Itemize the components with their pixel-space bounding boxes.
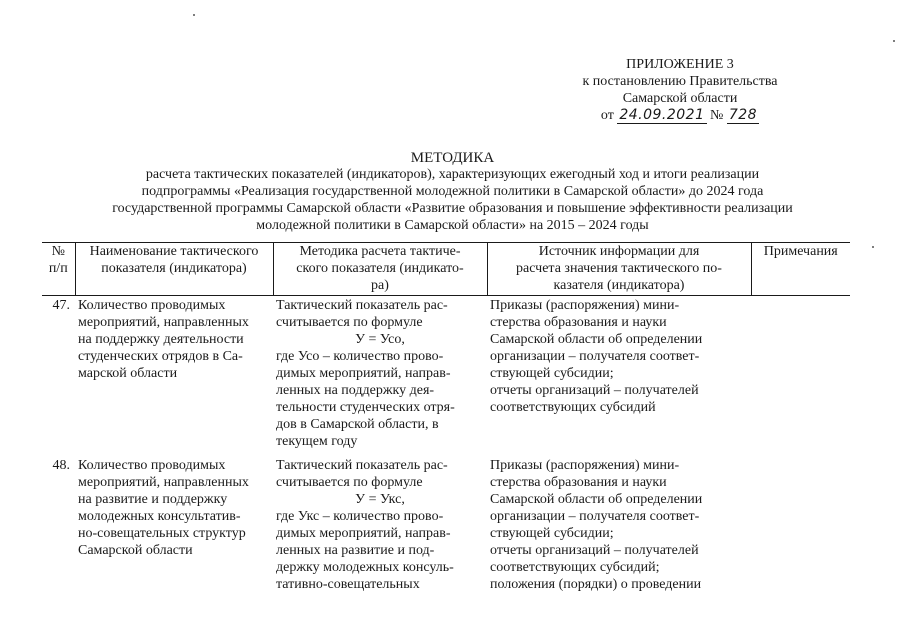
information-source: Приказы (распоряжения) мини- стерства образования и науки Самарской области об определении организации – получателя соответ- ствующей субсидии; отчеты организаций – получателей соответствующих субсидий: [490, 298, 703, 415]
header-method: Методика расчета тактиче- ского показателя (индикато- ра): [273, 243, 487, 296]
handwritten-number: 728: [728, 107, 758, 123]
subtitle-line: молодежной политики в Самарской области» на 2015 – 2024 годы: [256, 218, 649, 233]
formula: У = Укс,: [355, 492, 405, 507]
calculation-method: Тактический показатель рас- считывается по формуле У = Усо, где Усо – количество прово- димых мероприятий, направ- ленных на поддержку дея- тельности студенческих отря- дов в Самарской области, в текущем году: [273, 296, 487, 451]
table-header-row: [42, 243, 850, 296]
date-number-line: [560, 107, 800, 124]
scan-speck: [872, 246, 874, 248]
indicator-name: Количество проводимых мероприятий, направленных на развитие и поддержку молодежных консультатив- но-совещательных структур Самарской области: [78, 458, 249, 558]
date-prefix: от: [600, 108, 614, 123]
indicators-table: [42, 242, 850, 593]
subtitle-line: расчета тактических показателей (индикаторов), характеризующих ежегодный ход и итоги реализации: [145, 167, 760, 182]
indicator-name: Количество проводимых мероприятий, направленных на поддержку деятельности студенческих отрядов в Са- марской области: [78, 298, 249, 381]
table-row: [42, 296, 850, 451]
header-notes: Примечания: [751, 243, 850, 296]
resolution-region: Самарской области: [622, 91, 738, 106]
information-source: Приказы (распоряжения) мини- стерства образования и науки Самарской области об определении организации – получателя соответ- ствующей субсидии; отчеты организаций – получателей соответствующих субсидий; положения (порядки) о проведении: [490, 458, 703, 592]
handwritten-date: 24.09.2021: [619, 107, 705, 123]
row-number: 48.: [52, 458, 70, 473]
header-num: № п/п: [42, 243, 75, 296]
header-name: Наименование тактического показателя (индикатора): [75, 243, 273, 296]
document-title: МЕТОДИКА: [410, 150, 495, 166]
appendix-block: [560, 56, 800, 124]
appendix-label: ПРИЛОЖЕНИЕ 3: [626, 57, 734, 72]
header-source: Источник информации для расчета значения тактического по- казателя (индикатора): [487, 243, 751, 296]
row-number: 47.: [52, 298, 70, 313]
notes-cell: [751, 450, 850, 593]
scan-speck: [193, 14, 195, 16]
document-subtitle: [60, 166, 845, 234]
formula: У = Усо,: [355, 332, 405, 347]
number-prefix: №: [710, 108, 724, 123]
table-row: [42, 450, 850, 593]
subtitle-line: подпрограммы «Реализация государственной молодежной политики в Самарской области» до 2024 года: [141, 184, 764, 199]
calculation-method: Тактический показатель рас- считывается по формуле У = Укс, где Укс – количество прово- димых мероприятий, направ- ленных на развитие и под- держку молодежных консуль- тативно-совещательных: [273, 450, 487, 593]
notes-cell: [751, 296, 850, 451]
scan-speck: [893, 40, 895, 42]
subtitle-line: государственной программы Самарской области «Развитие образования и повышение эффективности реализации: [112, 201, 793, 216]
resolution-line: к постановлению Правительства: [582, 74, 778, 89]
